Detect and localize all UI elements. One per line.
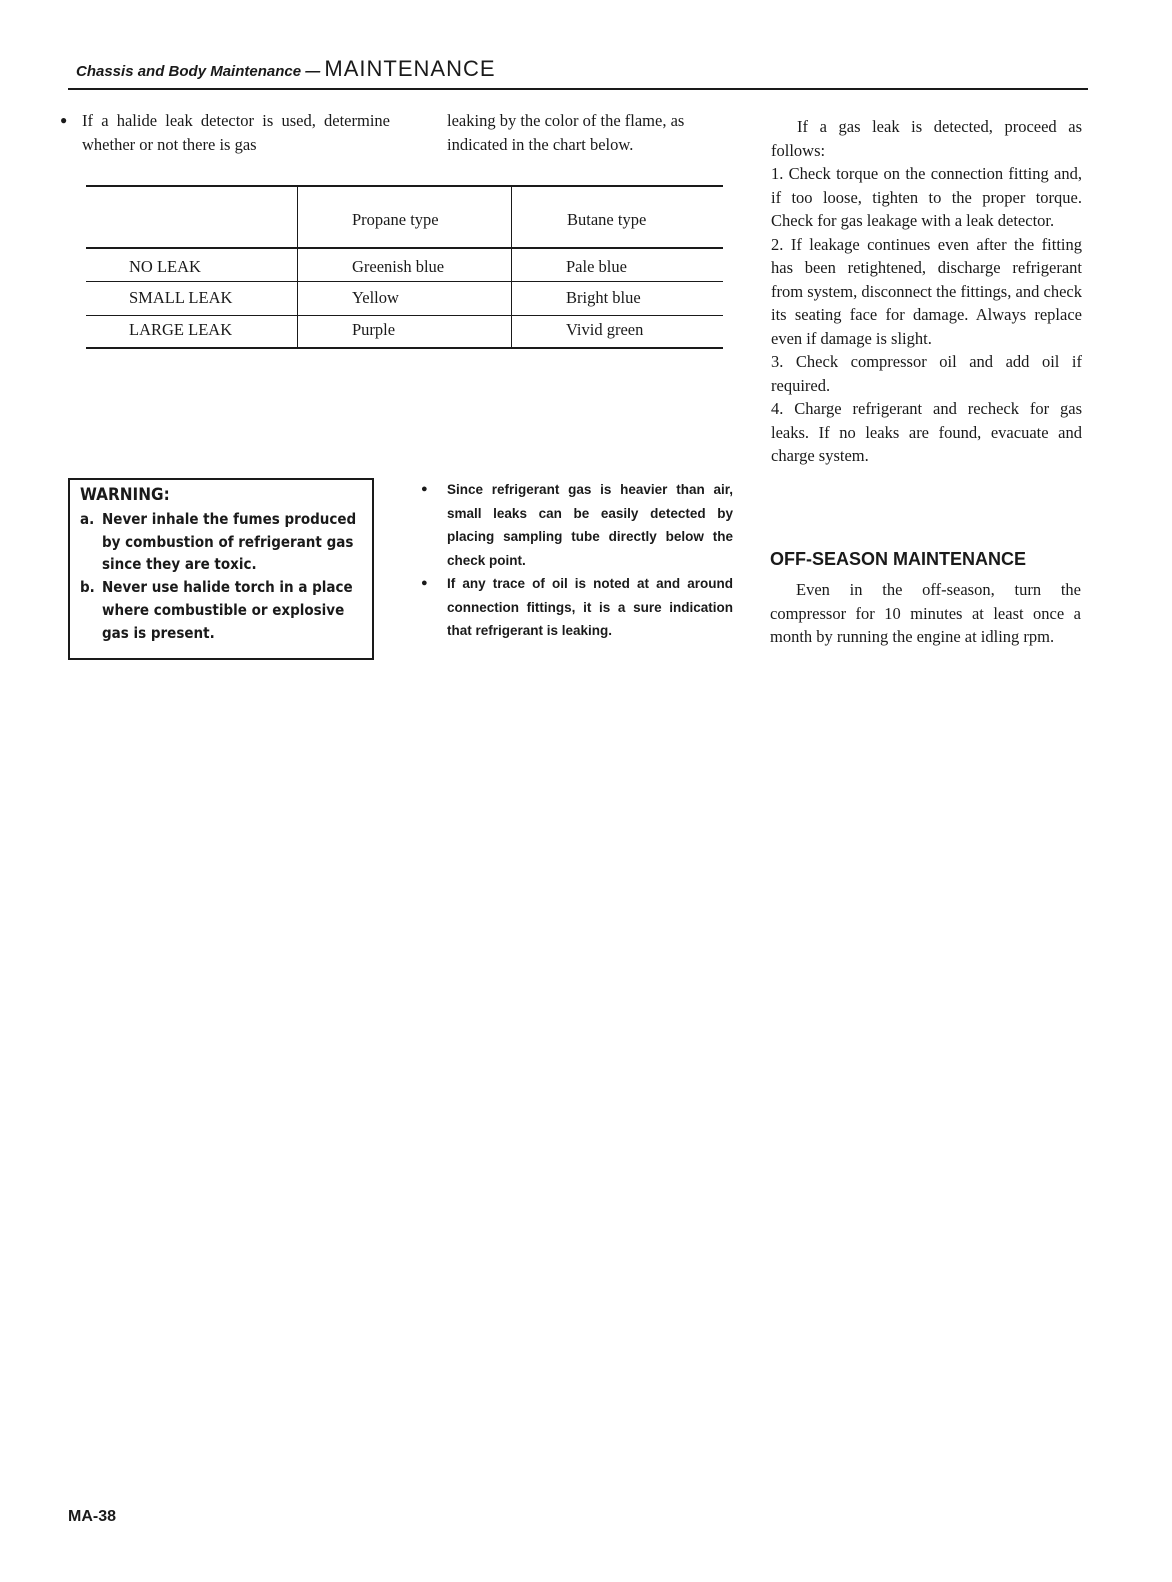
notes-list — [421, 478, 733, 643]
note-text: If any trace of oil is noted at and around connection fittings, it is a sure indication that refrigerant is leaking. — [447, 576, 733, 638]
procedure-section — [771, 115, 1082, 468]
warning-title: WARNING: — [80, 485, 170, 505]
bullet-icon: ● — [60, 113, 68, 127]
table-cell: SMALL LEAK — [129, 288, 233, 307]
procedure-step: 3. Check compressor oil and add oil if required. — [771, 352, 1082, 395]
section-heading: OFF-SEASON MAINTENANCE — [770, 549, 1026, 569]
table-cell: Vivid green — [566, 320, 644, 339]
warning-item — [80, 508, 362, 576]
list-item — [421, 572, 733, 643]
table-cell: Yellow — [352, 288, 399, 307]
table-row-rule — [86, 315, 723, 316]
intro-text-right: leaking by the color of the flame, as indicated in the chart below. — [447, 111, 685, 154]
warning-item-label: a. — [80, 509, 95, 528]
table-top-rule — [86, 185, 723, 187]
list-item — [421, 478, 733, 572]
table-cell: Greenish blue — [352, 257, 445, 276]
table-cell: NO LEAK — [129, 257, 201, 276]
procedure-intro: If a gas leak is detected, proceed as follows: — [771, 117, 1082, 160]
page-title: MAINTENANCE — [324, 56, 496, 81]
warning-item-text: Never use halide torch in a place where combustible or explosive gas is present. — [102, 578, 353, 642]
page-number: MA-38 — [68, 1508, 117, 1525]
warning-item-text: Never inhale the fumes produced by combustion of refrigerant gas since they are toxic. — [102, 509, 357, 574]
header-rule — [68, 88, 1088, 90]
procedure-step: 2. If leakage continues even after the fitting has been retightened, discharge refrigerant from system, disconnect the fittings, and check its seating face for damage. Always replace even if damage is slight. — [771, 234, 1082, 348]
table-cell: Pale blue — [566, 257, 627, 276]
table-header-butane: Butane type — [567, 210, 647, 229]
intro-text-left: If a halide leak detector is used, determine whether or not there is gas — [82, 111, 390, 154]
bullet-icon: ● — [421, 483, 428, 495]
table-divider — [511, 187, 512, 347]
table-bottom-rule — [86, 347, 723, 349]
table-cell: LARGE LEAK — [129, 320, 233, 339]
intro-bullet — [60, 109, 390, 156]
table-header-propane: Propane type — [352, 210, 439, 229]
table-divider — [297, 187, 298, 347]
table-row-rule — [86, 281, 723, 282]
procedure-step: 1. Check torque on the connection fitting and, if too loose, tighten to the proper torque. Check for gas leakage with a leak detector. — [771, 164, 1082, 230]
bullet-icon: ● — [421, 577, 428, 589]
section-label: Chassis and Body Maintenance — — [76, 63, 325, 80]
procedure-step: 4. Charge refrigerant and recheck for gas leaks. If no leaks are found, evacuate and charge system. — [771, 399, 1082, 465]
table-header-rule — [86, 247, 723, 249]
table-cell: Bright blue — [566, 288, 641, 307]
note-text: Since refrigerant gas is heavier than air, small leaks can be easily detected by placing sampling tube directly below the check point. — [447, 482, 733, 568]
off-season-text: Even in the off-season, turn the compressor for 10 minutes at least once a month by running the engine at idling rpm. — [770, 580, 1081, 646]
warning-item-label: b. — [80, 578, 95, 597]
warning-item — [80, 576, 362, 644]
page-header — [76, 56, 496, 82]
warning-box — [68, 478, 374, 660]
table-cell: Purple — [352, 320, 396, 339]
